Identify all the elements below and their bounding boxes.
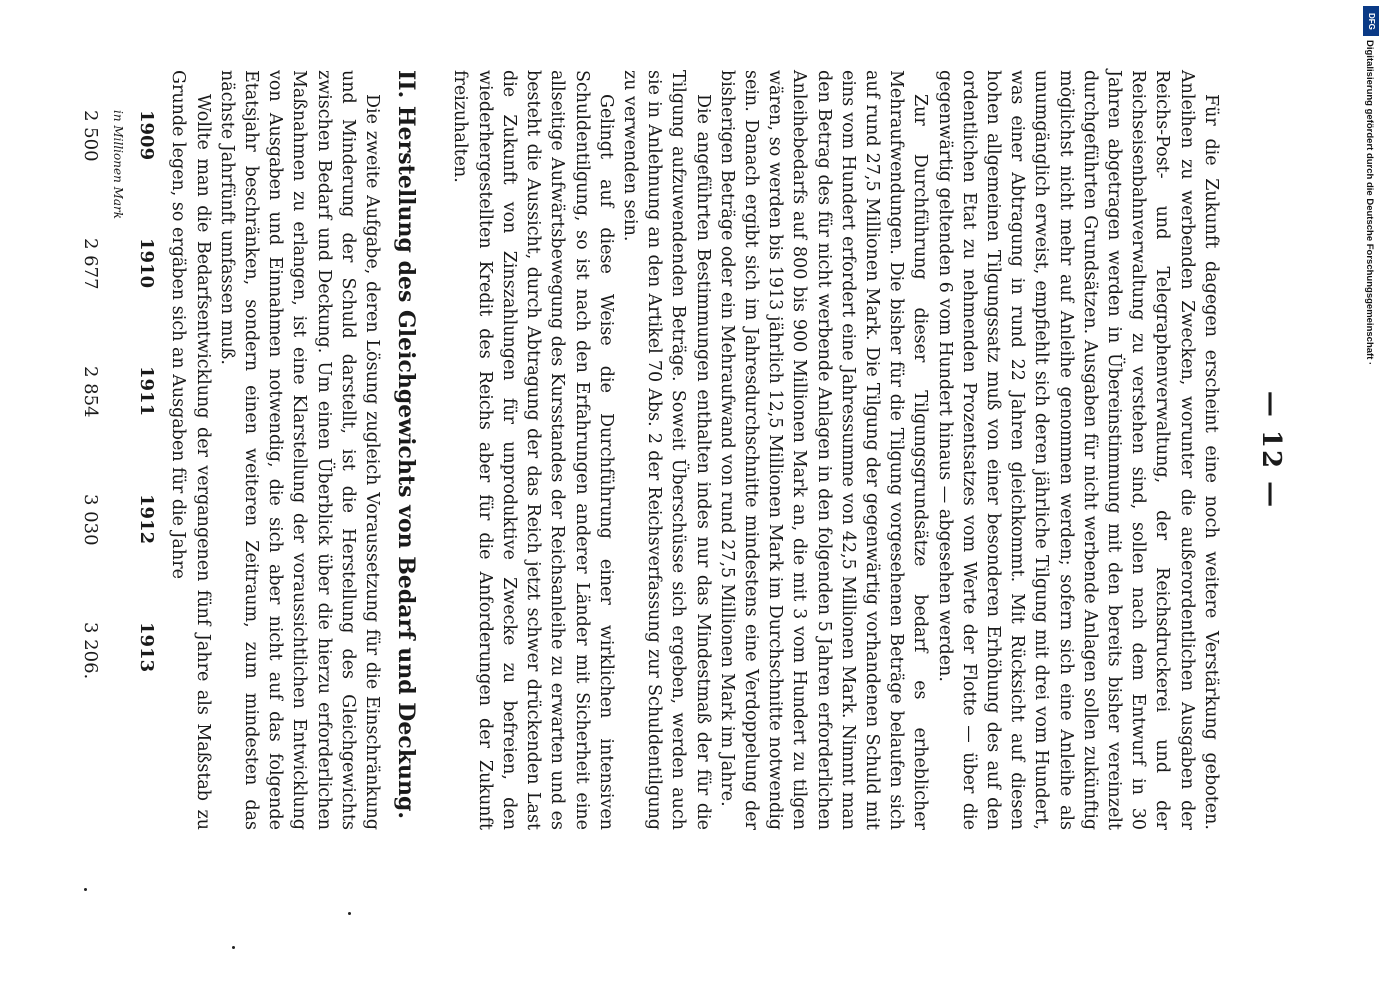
year-cell: 1912	[136, 494, 158, 545]
page-number: — 12 —	[1256, 390, 1286, 510]
paragraph-4: Gelingt auf diese Weise die Durchführung einer wirklichen intensiven Schuldentilgung, so ist nach den Erfahrungen anderer Länder mit Sicherheit eine allseitige Aufwärtsbewegung des Kursstandes der Reichsanleihe zu erwarten und es besteht die Aussicht, durch Abtragung der das Reich jetzt schwer drückenden Last die Zukunft von Zinszahlungen für unproduktive Zwecke zu befreien, den wiederhergestellten Kredit des Reichs aber für die Anforderungen der Zukunft freizuhalten.	[450, 70, 616, 830]
value-cell: 2 854	[79, 366, 101, 418]
paragraph-3: Die angeführten Bestimmungen enthalten indes nur das Mindestmaß der für die Tilgung aufzuwendenden Beträge. Soweit Überschüsse sich ergeben, werden auch sie in Anlehnung an den Artikel 70 Abs. 2 der Reichsverfassung zur Schuldentilgung zu verwenden sein.	[619, 70, 713, 830]
page-body	[76, 70, 1286, 830]
value-cell: 2 677	[79, 238, 101, 290]
unit-label: in Millionen Mark	[111, 110, 126, 220]
year-cell: 1911	[136, 366, 158, 417]
section-paragraph-2: Wollte man die Bedarfsentwicklung der vergangenen fünf Jahre als Maßstab zu Grunde legen, so ergäben sich an Ausgaben für die Jahre	[168, 70, 213, 830]
section-paragraph-1: Die zweite Aufgabe, deren Lösung zugleich Voraussetzung für die Einschränkung und Minderung der Schuld darstellt, ist die Herstellung des Gleichgewichts zwischen Bedarf und Deckung. Um einen Überblick über die hierzu erforderlichen Maßnahmen zu erlangen, ist eine Klarstellung der voraussichtlichen Entwicklung von Ausgaben und Einnahmen notwendig, die sich aber nicht auf das folgende Etatsjahr beschränken, sondern einen weiteren Zeitraum, zum mindesten das nächste Jahrfünft umfassen muß.	[216, 70, 383, 830]
expenditure-table	[76, 110, 161, 750]
dfg-logo: DFG	[1363, 6, 1379, 36]
value-cell: 2 500	[79, 110, 101, 162]
year-cell: 1913	[136, 622, 158, 673]
scan-speck	[84, 888, 87, 891]
unit-row	[104, 110, 132, 750]
paragraph-2: Zur Durchführung dieser Tilgungsgrundsätze bedarf es erheblicher Mehraufwendungen. Die bisher für die Tilgung vorgesehenen Beträge belaufen sich auf rund 27,5 Millionen Mark. Die Tilgung der gegenwärtig vorhandenen Schuld mit eins vom Hundert erfordert eine Jahressumme von 42,5 Millionen Mark. Nimmt man den Betrag des für nicht werbende Anlagen in den folgenden 5 Jahren erforderlichen Anleihebedarfs auf 800 bis 900 Millionen Mark an, die mit 3 vom Hundert zu tilgen wären, so werden bis 1913 jährlich 12,5 Millionen Mark im Durchschnitte notwendig sein. Danach ergibt sich im Jahresdurchschnitte mindestens eine Verdoppelung der bisherigen Beträge oder ein Mehraufwand von rund 27,5 Millionen Mark im Jahre.	[716, 70, 931, 830]
dfg-credit-text: Digitalisierung gefördert durch die Deutsche Forschungsgemeinschaft ·	[1364, 40, 1375, 366]
year-cell: 1910	[136, 238, 158, 289]
year-row	[132, 110, 160, 750]
paragraph-1: Für die Zukunft dagegen erscheint eine noch weitere Verstärkung geboten. Anleihen zu werbenden Zwecken, worunter die außerordentlichen Ausgaben der Reichs-Post- und Telegraphenverwaltung, der Reichsdruckerei und der Reichseisenbahnverwaltung zu verstehen sind, sollen nach dem Entwurf in 30 Jahren abgetragen werden in Übereinstimmung mit den bereits bisher vereinzelt durchgeführten Grundsätzen. Ausgaben für nicht werbende Anlagen sollen zukünftig möglichst nicht mehr auf Anleihe genommen werden; sofern sich eine Anleihe als unumgänglich erweist, empfiehlt sich deren jährliche Tilgung mit drei vom Hundert, was einer Abtragung in rund 22 Jahren gleichkommt. Mit Rücksicht auf diesen hohen allgemeinen Tilgungssatz muß von einer besonderen Erhöhung des auf den ordentlichen Etat zu nehmenden Prozentsatzes vom Werte der Flotte — über die gegenwärtig geltenden 6 vom Hundert hinaus — abgesehen werden.	[934, 70, 1221, 830]
scan-speck	[232, 946, 235, 949]
year-cell: 1909	[136, 110, 158, 161]
value-row	[76, 110, 104, 750]
value-cell: 3 206.	[79, 622, 101, 680]
section-title: II. Herstellung des Gleichgewichts von Bedarf und Deckung.	[393, 70, 420, 819]
scan-speck	[348, 912, 351, 915]
value-cell: 3 030	[79, 494, 101, 546]
dfg-sidebar	[1359, 0, 1383, 380]
